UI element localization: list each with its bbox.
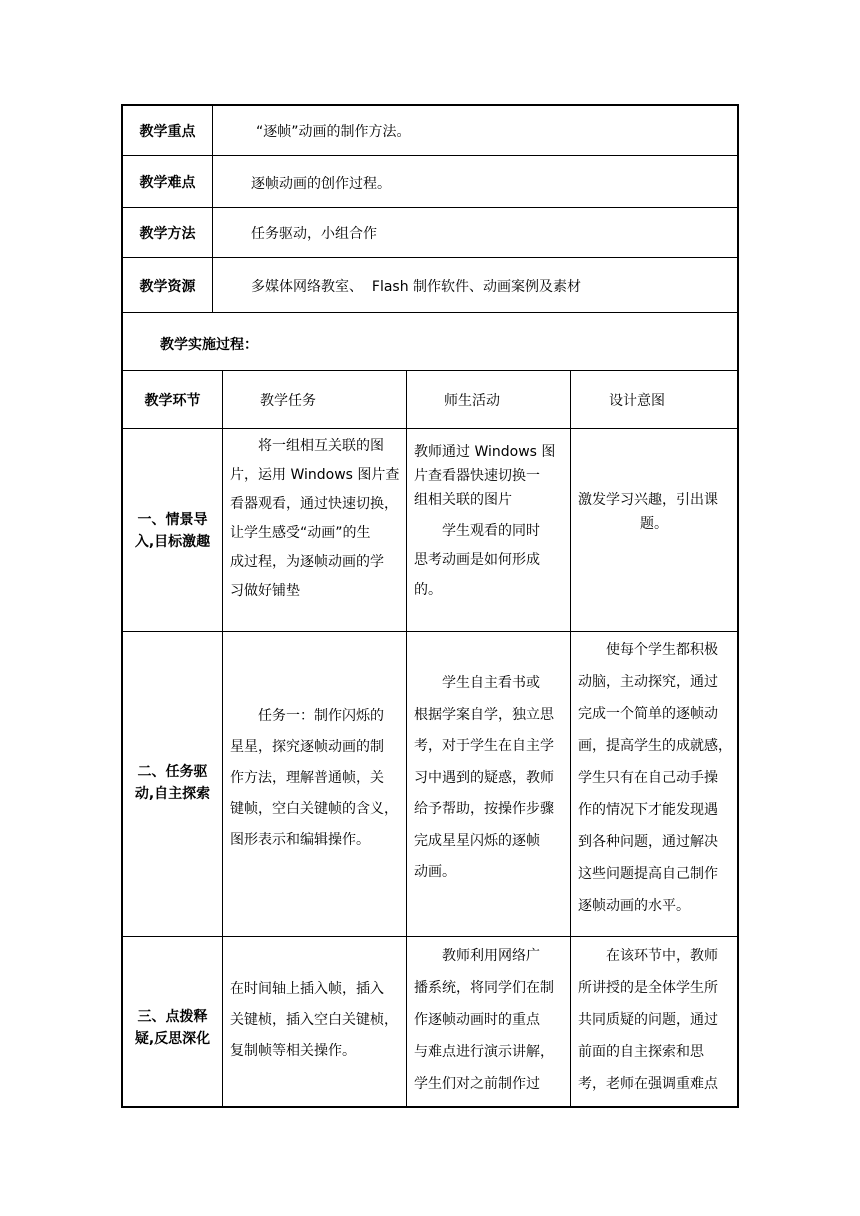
info-value-focus: “逐帧”动画的制作方法。 xyxy=(256,124,411,140)
info-column-divider xyxy=(212,104,213,313)
stage-task: 任务一：制作闪烁的 星星，探究逐帧动画的制 作方法，理解普通帧，关 键帧，空白关键帧的含义， 图形表示和编辑操作。 xyxy=(230,708,398,848)
stage-activity: 教师通过 Windows 图 片查看器快速切换一 组相关联的图片 学生观看的同时 思考动画是如何形成 的。 xyxy=(414,444,556,598)
row-divider xyxy=(121,631,739,632)
row-divider xyxy=(121,428,739,429)
info-label-method: 教学方法 xyxy=(139,226,196,242)
stage-name: 二、任务驱 动,自主探索 xyxy=(134,764,211,802)
table-bottom-border xyxy=(121,1106,739,1108)
stage-task: 将一组相互关联的图 片，运用 Windows 图片查 看器观看，通过快速切换， 让学生感受“动画”的生 成过程，为逐帧动画的学 习做好铺垫 xyxy=(230,438,400,599)
info-label-focus: 教学重点 xyxy=(139,123,196,140)
stage-intent: 使每个学生都积极 动脑，主动探究，通过 完成一个简单的逐帧动 画，提高学生的成就感， 学生只有在自己动手操 作的情况下才能发现遇 到各种问题，通过解决 这些问题提高自己制作 逐帧动画的水平。 xyxy=(578,642,732,914)
column-divider xyxy=(222,370,223,1107)
stage-intent: 激发学习兴趣，引出课 题。 xyxy=(578,492,718,532)
row-divider xyxy=(121,312,739,313)
stage-activity: 学生自主看书或 根据学案自学，独立思 考，对于学生在自主学 习中遇到的疑惑，教师 给予帮助，按操作步骤 完成星星闪烁的逐帧 动画。 xyxy=(414,675,554,880)
row-divider xyxy=(121,370,739,371)
header-intent: 设计意图 xyxy=(609,393,665,409)
row-divider xyxy=(121,155,739,156)
stage-task: 在时间轴上插入帧，插入 关键桢，插入空白关键桢， 复制帧等相关操作。 xyxy=(230,981,398,1059)
header-stage: 教学环节 xyxy=(144,393,201,409)
stage-name: 一、情景导 入,目标激趣 xyxy=(134,512,211,550)
info-value-resources: 多媒体网络教室、 Flash 制作软件、动画案例及素材 xyxy=(251,279,582,295)
row-divider xyxy=(121,257,739,258)
stage-intent: 在该环节中，教师 所讲授的是全体学生所 共同质疑的问题，通过 前面的自主探索和思 考，老师在强调重难点 xyxy=(578,948,718,1092)
stage-name: 三、点拨释 疑,反思深化 xyxy=(134,1009,211,1047)
table-right-border xyxy=(737,104,739,1108)
table-top-border xyxy=(121,104,739,106)
row-divider xyxy=(121,207,739,208)
info-label-difficulty: 教学难点 xyxy=(139,175,196,191)
stage-activity: 教师利用网络广 播系统，将同学们在制 作逐帧动画时的重点 与难点进行演示讲解， 学生们对之前制作过 xyxy=(414,948,554,1092)
info-value-method: 任务驱动，小组合作 xyxy=(251,226,377,242)
process-title: 教学实施过程： xyxy=(160,337,258,353)
row-divider xyxy=(121,936,739,937)
header-activity: 师生活动 xyxy=(444,393,500,409)
info-label-resources: 教学资源 xyxy=(139,278,196,295)
header-task: 教学任务 xyxy=(260,393,316,409)
info-value-difficulty: 逐帧动画的创作过程。 xyxy=(251,176,391,192)
column-divider xyxy=(406,370,407,1107)
column-divider xyxy=(570,370,571,1107)
